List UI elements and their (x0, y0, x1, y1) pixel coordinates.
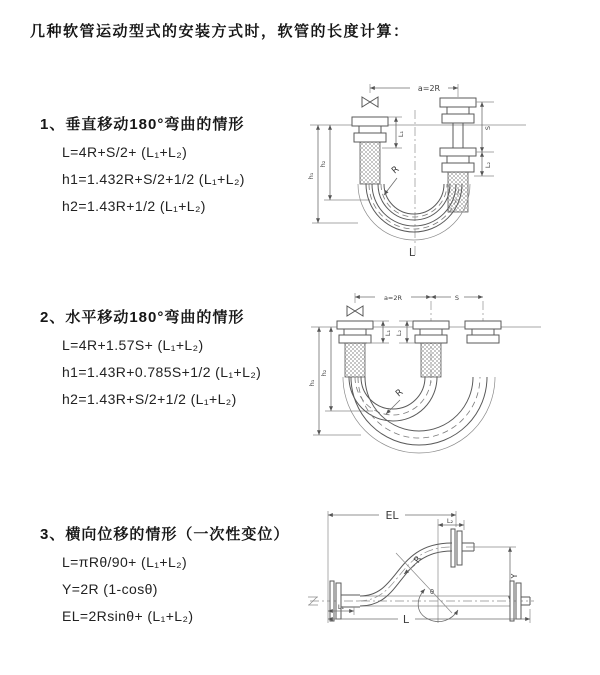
length-label: L (408, 246, 416, 259)
radius-construction-line (396, 553, 452, 613)
left-flange-fitting (337, 321, 373, 377)
svg-text:h₁: h₁ (308, 379, 316, 387)
hose-curves (343, 377, 495, 453)
dim-s (476, 102, 494, 152)
svg-text:a=2R: a=2R (383, 294, 403, 302)
dim-h1 (307, 125, 358, 223)
left-flange-fitting (352, 117, 388, 184)
dim-el (328, 508, 456, 522)
dim-l2 (395, 321, 415, 343)
section-3-heading: 3、横向位移的情形（一次性变位） (40, 526, 290, 543)
svg-text:h₁: h₁ (307, 172, 315, 180)
radius-callout (384, 165, 401, 195)
svg-text:L₂: L₂ (446, 517, 454, 525)
svg-text:L₂: L₂ (484, 161, 492, 169)
svg-text:R: R (394, 387, 406, 400)
formula-line: h2=1.43R+1/2 (L₁+L₂) (62, 198, 206, 214)
formula-line: L=4R+S/2+ (L₁+L₂) (62, 144, 188, 160)
section-horizontal-180 (40, 306, 261, 419)
dim-l2 (438, 517, 464, 530)
formula-line: EL=2Rsinθ+ (L₁+L₂) (62, 608, 194, 624)
diagram-lateral-displacement (298, 503, 558, 643)
formula-line: h2=1.43R+S/2+1/2 (L₁+L₂) (62, 391, 237, 407)
svg-text:S: S (484, 125, 492, 131)
svg-text:a=2R: a=2R (417, 84, 441, 93)
diagram-vertical-180-bend (298, 68, 533, 263)
formula-line: Y=2R (1-cosθ) (62, 581, 158, 597)
formula-line: L=4R+1.57S+ (L₁+L₂) (62, 337, 204, 353)
radius-callout (404, 554, 424, 574)
svg-text:L₁: L₁ (384, 329, 392, 337)
dim-a2r (370, 83, 458, 97)
svg-text:Y: Y (510, 573, 519, 579)
middle-flange-fitting (413, 321, 449, 377)
dim-l (328, 612, 530, 626)
svg-text:h₂: h₂ (320, 369, 328, 377)
dim-s (431, 292, 483, 302)
svg-text:S: S (454, 294, 460, 302)
upper-right-flange (451, 529, 474, 567)
dim-l2 (474, 152, 494, 176)
svg-text:R: R (412, 554, 425, 566)
svg-text:L₁: L₁ (397, 130, 405, 138)
svg-text:EL: EL (385, 509, 399, 522)
diagram-horizontal-180-bend (303, 283, 548, 468)
svg-text:h₂: h₂ (319, 160, 327, 168)
formula-line: L=πRθ/90+ (L₁+L₂) (62, 554, 188, 570)
formula-line: h1=1.43R+0.785S+1/2 (L₁+L₂) (62, 364, 262, 380)
svg-text:L₁: L₁ (337, 603, 345, 611)
svg-text:θ: θ (430, 588, 434, 596)
svg-text:L: L (402, 613, 410, 626)
dim-a2r (355, 292, 431, 303)
section-vertical-180 (40, 113, 245, 226)
valve-icon (362, 97, 378, 107)
radius-callout (386, 388, 405, 414)
page-title: 几种软管运动型式的安装方式时，软管的长度计算： (30, 23, 410, 40)
section-2-heading: 2、水平移动180°弯曲的情形 (40, 309, 245, 326)
valve-icon (347, 306, 363, 316)
formula-line: h1=1.432R+S/2+1/2 (L₁+L₂) (62, 171, 245, 187)
section-lateral-displacement (40, 523, 289, 636)
svg-text:R: R (390, 164, 402, 177)
right-flange-moved (465, 321, 501, 343)
svg-text:L₂: L₂ (395, 329, 403, 337)
section-1-heading: 1、垂直移动180°弯曲的情形 (40, 116, 245, 133)
